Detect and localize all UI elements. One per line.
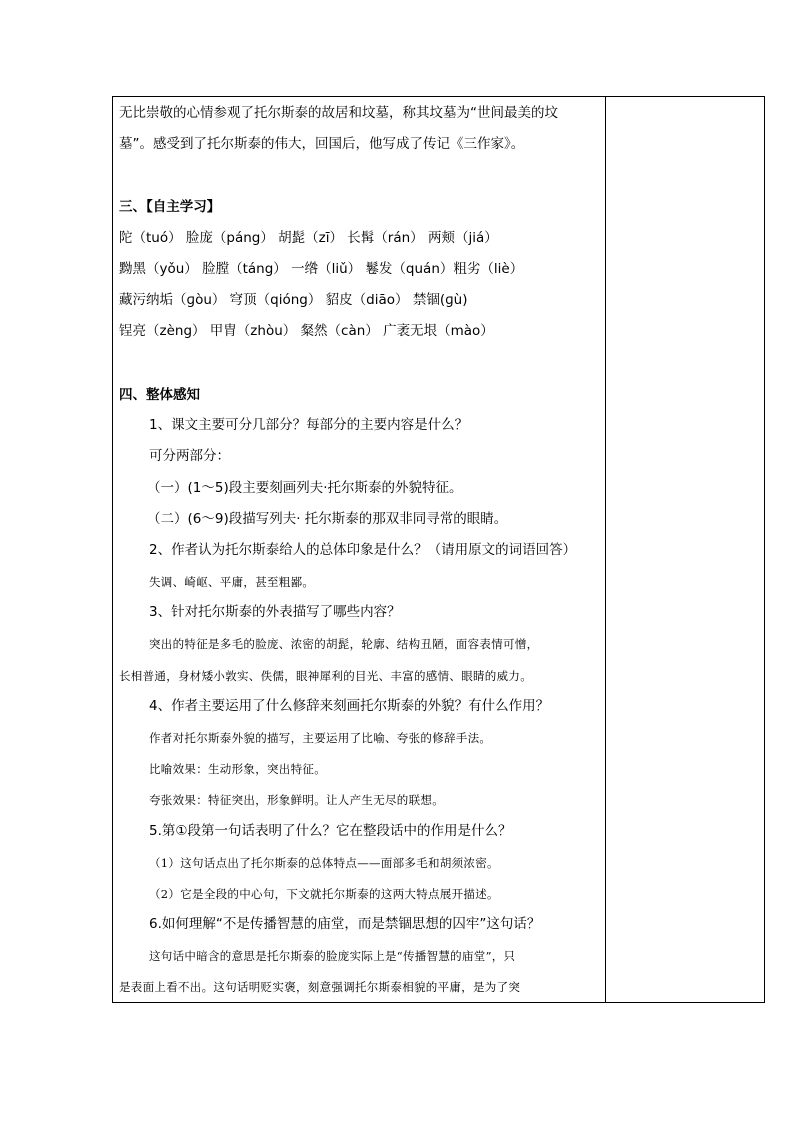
intro-line-1: 无比崇敬的心情参观了托尔斯泰的故居和坟墓，称其坟墓为“世间最美的坟 <box>119 105 558 121</box>
vocab-line-2: 黝黑（yǒu） 脸膛（táng） 一绺（liǔ） 鬈发（quán）粗劣（liè） <box>119 261 524 277</box>
vocab-line-4: 锃亮（zèng） 甲胄（zhòu） 粲然（càn） 广袤无垠（mào） <box>119 323 494 339</box>
worksheet-table <box>112 96 765 1003</box>
answer-3-line-1: 突出的特征是多毛的脸庞、浓密的胡髭，轮廓、结构丑陋，面容表情可憎， <box>149 637 539 651</box>
answer-1-part-1: （一）(1～5)段主要刻画列夫·托尔斯泰的外貌特征。 <box>147 480 463 496</box>
question-4: 4、作者主要运用了什么修辞来刻画托尔斯泰的外貌？有什么作用？ <box>149 698 550 714</box>
answer-5-line-1: （1）这句话点出了托尔斯泰的总体特点——面部多毛和胡须浓密。 <box>149 856 499 870</box>
vocab-line-1: 陀（tuó） 脸庞（páng） 胡髭（zī） 长髯（rán） 两颊（jiá） <box>119 230 498 246</box>
content-cell <box>113 97 606 1003</box>
answer-2: 失调、崎岖、平庸，甚至粗鄙。 <box>149 575 315 589</box>
section-4-heading: 四、整体感知 <box>119 387 200 403</box>
vocab-line-3: 藏污纳垢（ɡòu） 穹顶（qióng） 貂皮（diāo） 禁锢(ɡù) <box>119 292 468 308</box>
question-1: 1、课文主要可分几部分？每部分的主要内容是什么？ <box>149 417 469 433</box>
answer-5-line-2: （2）它是全段的中心句，下文就托尔斯泰的这两大特点展开描述。 <box>149 887 499 901</box>
answer-4-line-1: 作者对托尔斯泰外貌的描写，主要运用了比喻、夸张的修辞手法。 <box>149 731 492 745</box>
answer-4-line-3: 夸张效果：特征突出，形象鲜明。让人产生无尽的联想。 <box>149 793 444 807</box>
question-3: 3、针对托尔斯泰的外表描写了哪些内容？ <box>149 604 401 620</box>
intro-line-2: 墓”。感受到了托尔斯泰的伟大，回国后，他写成了传记《三作家》。 <box>119 136 525 152</box>
answer-1-part-2: （二）(6～9)段描写列夫· 托尔斯泰的那双非同寻常的眼睛。 <box>147 511 508 527</box>
question-5: 5.第①段第一句话表明了什么？它在整段话中的作用是什么？ <box>149 823 512 839</box>
answer-6-line-1: 这句话中暗含的意思是托尔斯泰的脸庞实际上是“传播智慧的庙堂”，只 <box>149 949 516 963</box>
notes-cell <box>606 97 765 1003</box>
section-3-heading: 三、【自主学习】 <box>119 199 221 215</box>
answer-6-line-2: 是表面上看不出。这句话明贬实褒，刻意强调托尔斯泰相貌的平庸，是为了突 <box>119 980 521 994</box>
question-6: 6.如何理解“不是传播智慧的庙堂，而是禁锢思想的囚牢”这句话？ <box>149 916 541 932</box>
answer-4-line-2: 比喻效果：生动形象，突出特征。 <box>149 762 326 776</box>
answer-3-line-2: 长相普通，身材矮小敦实、佚儒，眼神犀利的目光、丰富的感情、眼睛的威力。 <box>119 669 532 683</box>
question-2: 2、作者认为托尔斯泰给人的总体印象是什么？（请用原文的词语回答） <box>149 542 577 558</box>
answer-1-intro: 可分两部分： <box>149 448 230 464</box>
